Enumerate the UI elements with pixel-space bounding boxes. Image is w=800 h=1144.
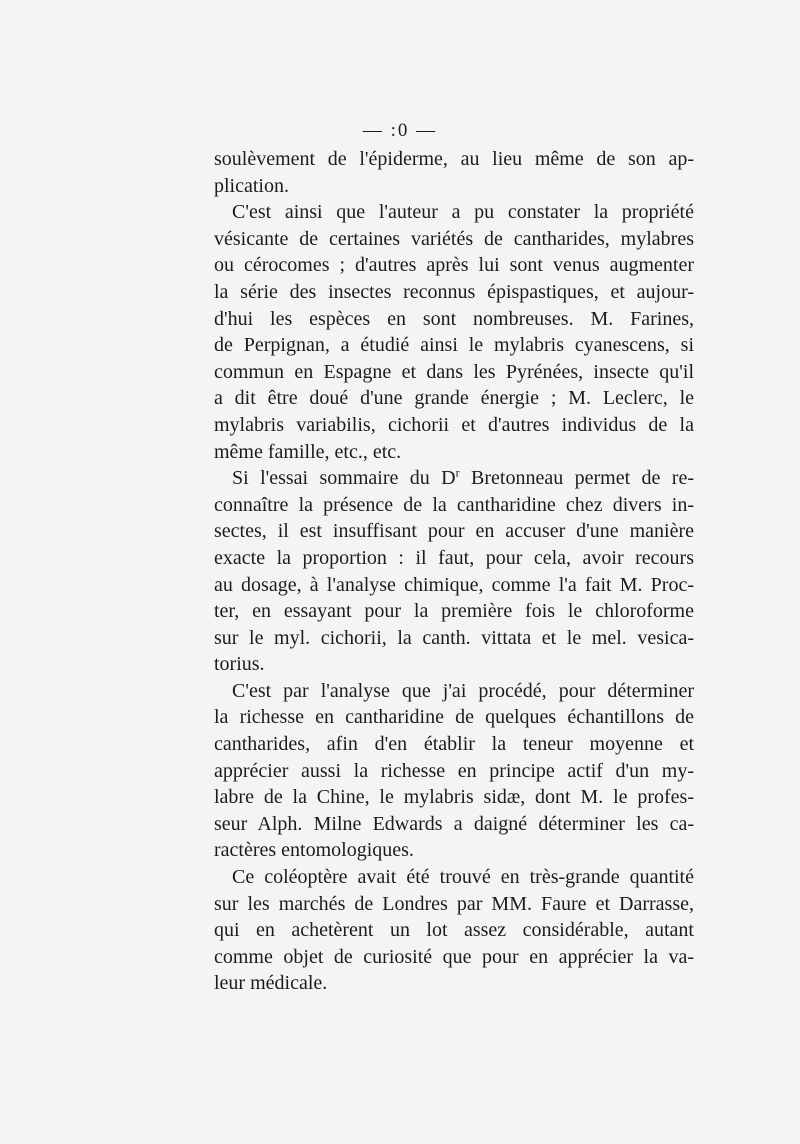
text-line — [214, 252, 694, 279]
text-line-content: qui en achetèrent un lot assez considérable, autant — [214, 919, 694, 942]
text-line — [214, 306, 694, 333]
text-line-content: labre de la Chine, le mylabris sidæ, dont M. le profes- — [214, 786, 694, 809]
text-line-content: mylabris variabilis, cichorii et d'autres individus de la — [214, 413, 694, 436]
text-line-content: C'est par l'analyse que j'ai procédé, pour déterminer — [232, 679, 694, 702]
text-line — [214, 678, 694, 705]
text-line-content: a dit être doué d'une grande énergie ; M. Leclerc, le — [214, 387, 694, 410]
text-line — [214, 226, 694, 253]
text-line — [214, 704, 694, 731]
text-line-content: ractères entomologiques. — [214, 839, 414, 862]
text-line — [214, 173, 694, 200]
text-line-content: au dosage, à l'analyse chimique, comme l'a fait M. Proc- — [214, 573, 694, 596]
text-line — [214, 651, 694, 678]
text-line-content: plication. — [214, 174, 289, 197]
text-line-content: d'hui les espèces en sont nombreuses. M. Farines, — [214, 307, 694, 330]
text-line — [214, 572, 694, 599]
text-line — [214, 731, 694, 758]
text-line — [214, 439, 694, 466]
text-line — [214, 917, 694, 944]
page-number: — :0 — — [362, 120, 438, 141]
text-line-content: torius. — [214, 653, 265, 676]
text-line-content: C'est ainsi que l'auteur a pu constater la propriété — [232, 201, 694, 224]
text-line-content: sur le myl. cichorii, la canth. vittata et le mel. vesica- — [214, 626, 694, 649]
text-line-content: Si l'essai sommaire du D — [232, 467, 456, 490]
text-line-content: connaître la présence de la cantharidine chez divers in- — [214, 493, 694, 516]
text-line — [214, 891, 694, 918]
text-line-content: la série des insectes reconnus épispastiques, et aujour- — [214, 280, 694, 303]
text-line-content: ou cérocomes ; d'autres après lui sont venus augmenter — [214, 254, 694, 277]
text-line — [214, 970, 694, 997]
text-line — [214, 359, 694, 386]
body-text — [214, 146, 694, 997]
text-line-content: cantharides, afin d'en établir la teneur moyenne et — [214, 733, 694, 756]
text-line — [214, 518, 694, 545]
text-line-content: sectes, il est insuffisant pour en accuser d'une manière — [214, 520, 694, 543]
text-line — [214, 811, 694, 838]
text-line — [214, 492, 694, 519]
text-line — [214, 598, 694, 625]
text-line-content: comme objet de curiosité que pour en apprécier la va- — [214, 945, 694, 968]
text-line — [214, 199, 694, 226]
text-line-content: soulèvement de l'épiderme, au lieu même de son ap- — [214, 148, 694, 170]
text-line — [214, 864, 694, 891]
text-line-content: leur médicale. — [214, 972, 328, 995]
text-line-content: apprécier aussi la richesse en principe actif d'un my- — [214, 759, 694, 782]
text-line — [214, 385, 694, 412]
text-line-content: la richesse en cantharidine de quelques échantillons de — [214, 706, 694, 729]
text-line-content: vésicante de certaines variétés de cantharides, mylabres — [214, 227, 694, 250]
text-line-content: de Perpignan, a étudié ainsi le mylabris cyanescens, si — [214, 334, 694, 357]
text-line-content: commun en Espagne et dans les Pyrénées, insecte qu'il — [214, 360, 694, 383]
text-line-content: exacte la proportion : il faut, pour cela, avoir recours — [214, 546, 694, 569]
text-line-content: ter, en essayant pour la première fois le chloroforme — [214, 600, 694, 623]
text-line — [214, 146, 694, 173]
text-line — [214, 784, 694, 811]
text-line-content: même famille, etc., etc. — [214, 440, 402, 463]
text-line — [214, 465, 694, 492]
text-line — [214, 332, 694, 359]
text-line — [214, 944, 694, 971]
text-line — [214, 837, 694, 864]
text-line-content: Ce coléoptère avait été trouvé en très-grande quantité — [232, 866, 694, 889]
text-line — [214, 279, 694, 306]
superscript: r — [455, 465, 460, 480]
text-line-content: seur Alph. Milne Edwards a daigné déterminer les ca- — [214, 812, 694, 835]
text-line-continuation: Bretonneau permet de re- — [459, 467, 694, 490]
text-line — [214, 412, 694, 439]
text-line — [214, 625, 694, 652]
text-line — [214, 758, 694, 785]
text-line — [214, 545, 694, 572]
text-line-content: sur les marchés de Londres par MM. Faure et Darrasse, — [214, 892, 694, 915]
